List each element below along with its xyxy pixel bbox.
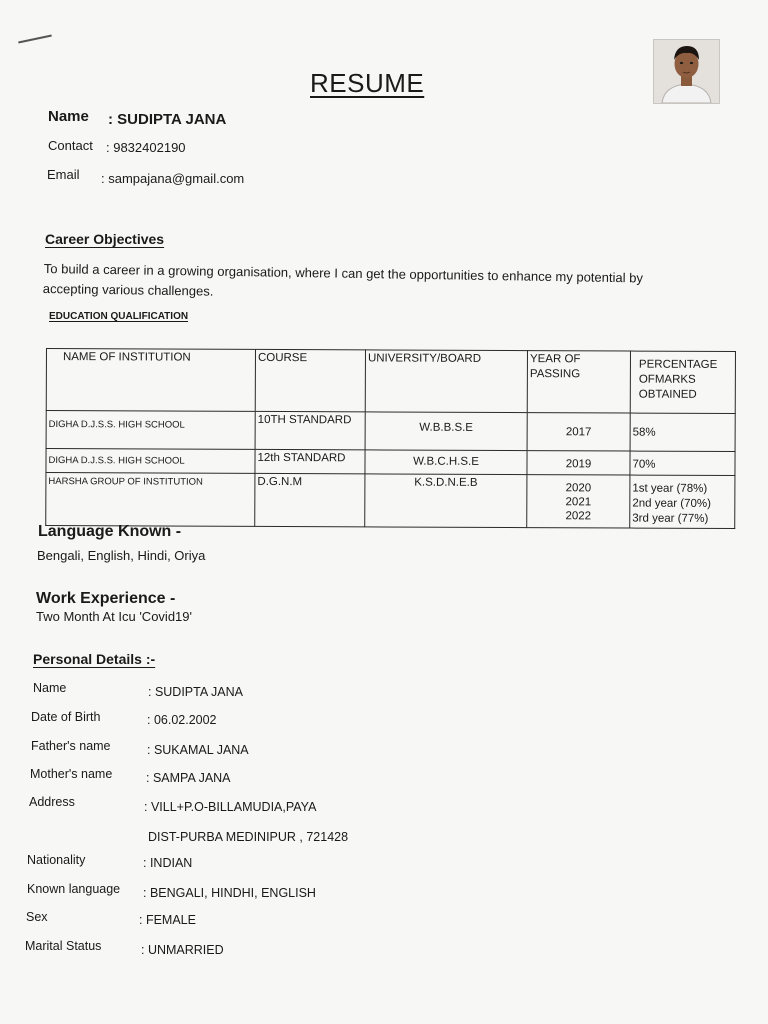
column-header-percentage: PERCENTAGE OFMARKS OBTAINED <box>630 351 735 413</box>
personal-details-heading: Personal Details :- <box>33 651 156 667</box>
detail-value: : BENGALI, HINDHI, ENGLISH <box>143 886 316 900</box>
language-heading: Language Known - <box>38 523 182 540</box>
board-cell: K.S.D.N.E.B <box>365 474 527 528</box>
career-objectives-heading: Career Objectives <box>45 231 165 247</box>
year-item: 2020 <box>565 482 592 495</box>
percentage-item: 2nd year (70%) <box>632 497 711 510</box>
detail-value: : SUKAMAL JANA <box>147 743 249 757</box>
email-value: : sampajana@gmail.com <box>101 171 245 186</box>
table-row <box>46 449 735 476</box>
year-item: 2022 <box>565 510 592 523</box>
detail-label: Mother's name <box>30 767 113 781</box>
work-value: Two Month At Icu 'Covid19' <box>36 609 192 624</box>
contact-label: Contact <box>48 138 93 153</box>
course-cell: D.G.N.M <box>255 473 365 526</box>
detail-label: Nationality <box>27 853 86 867</box>
detail-value: : SAMPA JANA <box>146 771 231 785</box>
detail-label: Address <box>29 795 75 809</box>
detail-value: : 06.02.2002 <box>147 713 217 727</box>
detail-label: Known language <box>27 882 121 896</box>
percentage-item: 3rd year (77%) <box>632 512 709 525</box>
education-heading: EDUCATION QUALIFICATION <box>49 311 189 322</box>
column-header-year: YEAR OF PASSING <box>527 351 630 413</box>
career-objectives-line-1: To build a career in a growing organisation, where I can get the opportunities to enhance my potential by <box>43 261 644 286</box>
course-cell: 10TH STANDARD <box>255 411 365 449</box>
institution-cell: DIGHA D.J.S.S. HIGH SCHOOL <box>46 411 255 450</box>
detail-value: DIST-PURBA MEDINIPUR , 721428 <box>148 830 349 844</box>
contact-value: : 9832402190 <box>106 140 186 155</box>
percentage-cell <box>630 475 735 528</box>
email-label: Email <box>47 167 80 182</box>
percentage-cell: 70% <box>630 451 735 475</box>
year-cell: 2017 <box>527 413 630 451</box>
course-cell: 12th STANDARD <box>255 449 365 473</box>
language-value: Bengali, English, Hindi, Oriya <box>37 548 206 563</box>
table-row <box>46 411 735 452</box>
year-cell <box>527 475 630 528</box>
column-header-university: UNIVERSITY/BOARD <box>365 350 527 413</box>
detail-label: Father's name <box>31 739 111 753</box>
career-objectives-line-2: accepting various challenges. <box>42 281 214 299</box>
table-header-row <box>46 349 735 414</box>
education-table <box>45 348 736 529</box>
page-title: RESUME <box>310 68 425 98</box>
scan-mark <box>18 34 52 43</box>
profile-photo <box>653 39 720 104</box>
board-cell: W.B.B.S.E <box>365 412 527 451</box>
person-photo-icon <box>654 40 719 103</box>
percentage-cell: 58% <box>630 413 735 451</box>
detail-value: : SUDIPTA JANA <box>148 685 243 699</box>
detail-label: Date of Birth <box>31 710 101 724</box>
name-value: : SUDIPTA JANA <box>108 111 227 128</box>
institution-cell: DIGHA D.J.S.S. HIGH SCHOOL <box>46 449 255 474</box>
detail-value: : UNMARRIED <box>141 943 224 957</box>
year-cell: 2019 <box>527 451 630 475</box>
column-header-institution: NAME OF INSTITUTION <box>46 349 255 412</box>
detail-label: Sex <box>26 910 48 924</box>
year-item: 2021 <box>565 496 592 509</box>
name-label: Name <box>48 108 89 125</box>
detail-value: : VILL+P.O-BILLAMUDIA,PAYA <box>144 800 317 814</box>
detail-value: : FEMALE <box>139 913 196 927</box>
detail-label: Name <box>33 681 67 695</box>
detail-label: Marital Status <box>25 939 102 953</box>
table-row <box>46 473 735 529</box>
percentage-item: 1st year (78%) <box>632 482 708 495</box>
institution-cell: HARSHA GROUP OF INSTITUTION <box>46 473 255 527</box>
column-header-course: COURSE <box>255 349 365 411</box>
work-heading: Work Experience - <box>36 590 176 607</box>
detail-value: : INDIAN <box>143 856 193 870</box>
board-cell: W.B.C.H.S.E <box>365 450 527 475</box>
